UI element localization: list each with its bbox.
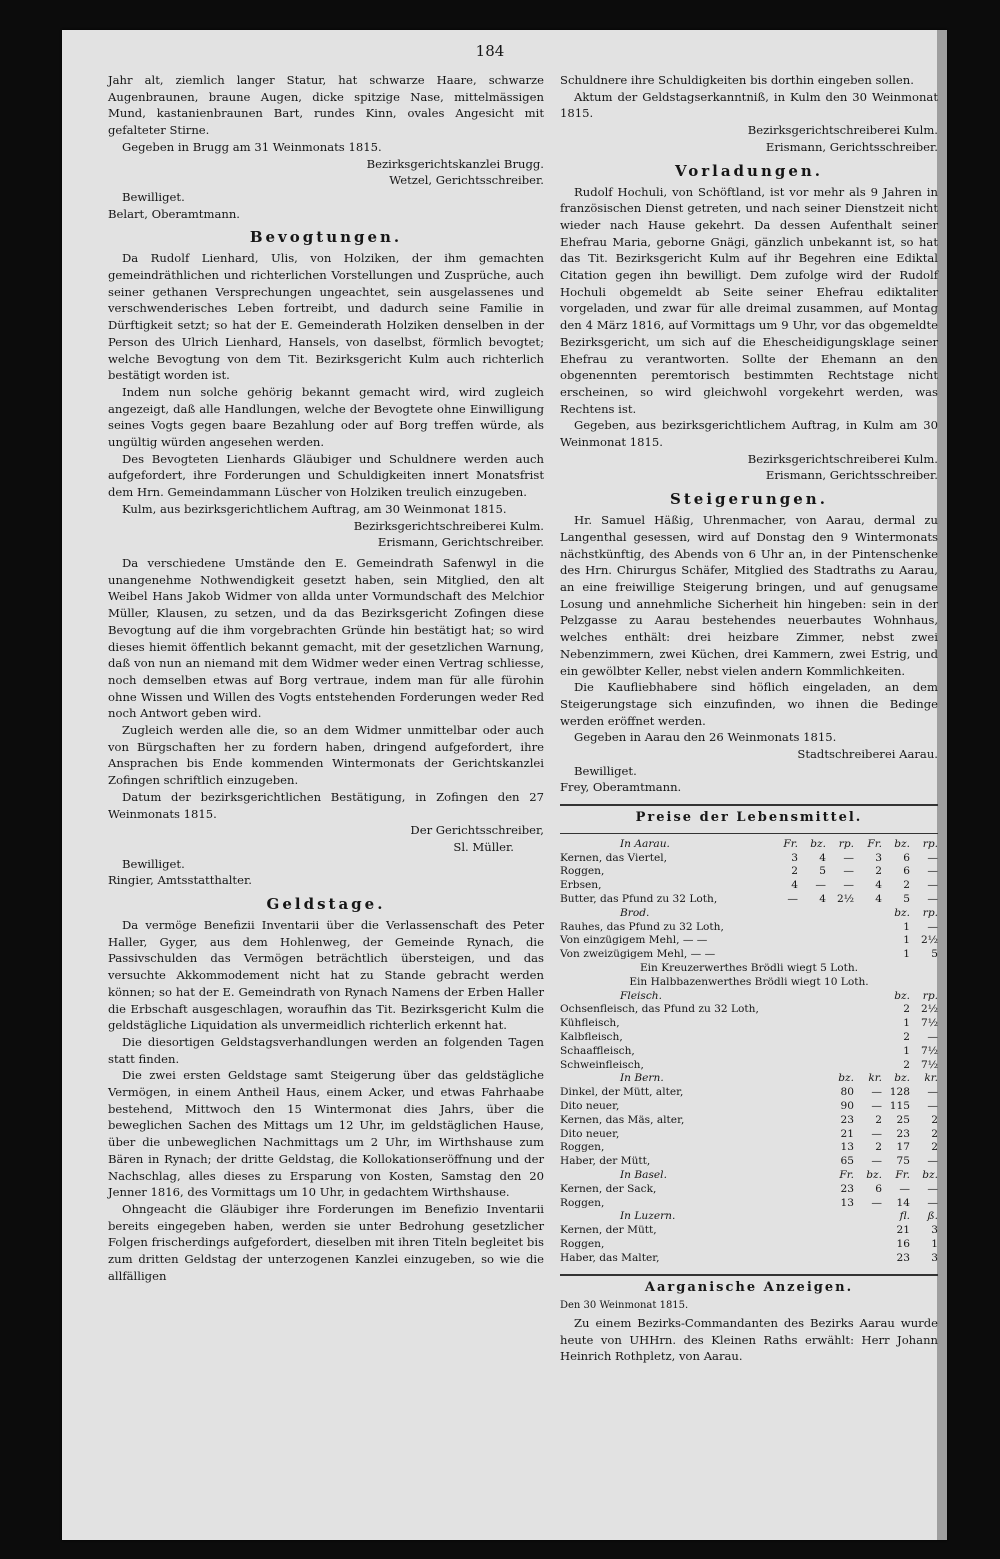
- price-value: 5: [931, 948, 938, 961]
- price-value: —: [927, 1030, 938, 1043]
- price-row: [560, 1252, 938, 1266]
- price-row: [560, 1114, 938, 1128]
- left-column: [108, 72, 544, 1285]
- price-value: —: [899, 1182, 910, 1195]
- price-row: [560, 852, 938, 866]
- article-paragraph: Des Bevogteten Lienhards Gläubiger und Schuldnere werden auch aufgefordert, ihre Forderungen und Schuldigkeiten innert Monatsfrist dem Hrn. Gemeindammann Lüscher von Holziken treulich einzugeben.: [108, 451, 544, 500]
- price-value: 23: [840, 1182, 854, 1195]
- price-value: kr.: [924, 1072, 938, 1085]
- price-value: 128: [889, 1086, 910, 1099]
- price-value: —: [843, 879, 854, 892]
- brod-note: Ein Kreuzerwerthes Brödli wiegt 5 Loth.: [639, 962, 859, 974]
- price-item: Roggen,: [560, 865, 605, 878]
- price-value: kr.: [868, 1072, 882, 1085]
- price-value: 23: [896, 1127, 910, 1140]
- price-value: 3: [931, 1224, 938, 1237]
- price-item: Fleisch.: [620, 989, 662, 1002]
- price-item: Von einzügigem Mehl, — —: [560, 934, 708, 947]
- approval-by: Frey, Oberamtmann.: [560, 780, 682, 795]
- price-value: Fr.: [839, 1168, 854, 1181]
- price-value: 2: [931, 1113, 938, 1126]
- signature: Bezirksgerichtschreiberei Kulm.: [353, 518, 544, 533]
- article-paragraph: Da verschiedene Umstände den E. Gemeindrath Safenwyl in die unangenehme Nothwendigkeit gesetzt haben, sein Mitglied, den alt Weibel Hans Jakob Widmer von allda unter Vormundschaft des Melchior Müller, Klausen, zu setzen, und da das Bezirksgericht Zofingen diese Bevogtung auf die ihm vorgebrachten Gründe hin bestätigt hat; so wird dieses hiemit öffentlich bekannt gemacht, mit der gesetzlichen Warnung, daß von nun an niemand mit dem Widmer weder einen Vertrag schliesse, noch demselben etwas auf Borg vertraue, indem man für alle fürohin ohne Wissen und Willen des Vogts entstehenden Forderungen weder Red noch Antwort geben wird.: [108, 555, 544, 721]
- price-value: bz.: [810, 837, 826, 850]
- price-value: 14: [896, 1196, 910, 1209]
- price-value: 6: [903, 865, 910, 878]
- price-value: —: [871, 1196, 882, 1209]
- price-row: [560, 948, 938, 962]
- article-paragraph: Die zwei ersten Geldstage samt Steigerung über das geldstägliche Vermögen, in einem Antheil Haus, einem Acker, und etwas Fahrhaabe bestehend, Mittwoch den 15 Wintermonat dies Jahrs, über die beweglichen Sachen des Mittags um 12 Uhr, im geldstäglichen Hause, über die unbeweglichen Nachmittags um 2 Uhr, im Wirthshause zum Bären in Rynach; der dritte Geldstag, die Kollokationseröffnung und der Nachschlag, alles dieses zu Ersparung von Kosten, Samstag den 20 Jenner 1816, des Vormittags um 10 Uhr, in gedachtem Wirthshause.: [108, 1068, 544, 1200]
- price-header-row: [560, 990, 938, 1004]
- price-value: bz.: [894, 989, 910, 1002]
- price-value: 1: [903, 934, 910, 947]
- price-header-row: [560, 1072, 938, 1086]
- price-value: 2: [791, 865, 798, 878]
- price-value: Fr.: [783, 837, 798, 850]
- price-value: 65: [840, 1155, 854, 1168]
- right-column: [560, 72, 938, 1365]
- aarau-rows: [560, 852, 938, 907]
- price-value: 3: [931, 1251, 938, 1264]
- price-header-row: [560, 1169, 938, 1183]
- price-value: —: [927, 1155, 938, 1168]
- price-value: 90: [840, 1099, 854, 1112]
- price-value: 3: [875, 851, 882, 864]
- article-paragraph: Rudolf Hochuli, von Schöftland, ist vor mehr als 9 Jahren in französischen Dienst getreten, und nach seiner Dienstzeit nicht wieder nach Hause gekehrt. Da dessen Aufenthalt seiner Ehefrau Maria, geborne Gnägi, gänzlich unbekannt ist, so hat das Tit. Bezirksgericht Kulm auf ihr Begehren eine Ediktal Citation gegen ihn bewilligt. Dem zufolge wird der Rudolf Hochuli obgemeldt ab Seite seiner Ehefrau ediktaliter vorgeladen, und zwar für alle dreimal zusammen, auf Montag den 4 März 1816, auf Vormittags um 9 Uhr, vor das obgemeldte Bezirksgericht, um sich auf die Ehescheidigungsklage seiner Ehefrau zu verantworten. Sollte der Ehemann an den obgenennten peremtorisch bestimmten Rechtstage nicht erscheinen, so wird gleichwohl vorgekehrt werden, was Rechtens ist.: [560, 184, 938, 416]
- price-item: Dito neuer,: [560, 1099, 620, 1112]
- prices-luzern-table: [560, 1210, 938, 1265]
- price-value: 17: [896, 1141, 910, 1154]
- price-row: [560, 1197, 938, 1211]
- price-row: [560, 1031, 938, 1045]
- price-item: Kernen, das Viertel,: [560, 851, 667, 864]
- price-item: Schaaffleisch,: [560, 1044, 635, 1057]
- price-item: Kernen, der Mütt,: [560, 1224, 657, 1237]
- price-row: [560, 1238, 938, 1252]
- article-paragraph: Die Kaufliebhabere sind höflich eingeladen, an dem Steigerungstage sich einzufinden, wo ihnen die Bedinge werden eröffnet werden.: [560, 680, 938, 728]
- price-row: [560, 1003, 938, 1017]
- price-item: Kalbfleisch,: [560, 1030, 623, 1043]
- price-value: —: [871, 1155, 882, 1168]
- price-value: —: [927, 893, 938, 906]
- price-item: Ochsenfleisch, das Pfund zu 32 Loth,: [560, 1003, 759, 1016]
- price-value: bz.: [838, 1072, 854, 1085]
- price-row: [560, 1183, 938, 1197]
- aarau-head: [560, 838, 938, 852]
- price-value: ß.: [927, 1210, 938, 1223]
- price-value: —: [787, 893, 798, 906]
- price-value: 16: [896, 1237, 910, 1250]
- price-value: 2½: [836, 893, 854, 906]
- price-value: —: [843, 865, 854, 878]
- price-value: —: [871, 1099, 882, 1112]
- price-item: Roggen,: [560, 1196, 605, 1209]
- signature: Bezirksgerichtschreiberei Kulm.: [747, 123, 938, 138]
- price-value: 2: [875, 1141, 882, 1154]
- prices-basel-table: [560, 1169, 938, 1210]
- article-paragraph: Da Rudolf Lienhard, Ulis, von Holziken, der ihm gemachten gemeindräthlichen und richterlichen Vorstellungen und Zusprüche, auch seiner gethanen Versprechungen ungeachtet, sein ausgelassenes und verschwenderisches Leben fortreibt, und dadurch seine Familie in Dürftigkeit setzt; so hat der E. Gemeinderath Holziken denselben in der Person des Ulrich Lienhard, Hansels, von daselbst, förmlich bevogtet; welche Bevogtung von dem Tit. Bezirksgericht Kulm auch richterlich bestätigt worden ist.: [108, 251, 544, 383]
- price-value: —: [927, 1086, 938, 1099]
- price-row: [560, 893, 938, 907]
- approval: Bewilliget.: [574, 763, 637, 778]
- price-value: rp.: [922, 989, 938, 1002]
- price-value: 21: [840, 1127, 854, 1140]
- price-item: Roggen,: [560, 1141, 605, 1154]
- approval: Bewilliget.: [122, 189, 185, 204]
- article-paragraph: Die diesortigen Geldstagsverhandlungen werden an folgenden Tagen statt finden.: [108, 1034, 544, 1066]
- prices-bern-table: [560, 1072, 938, 1169]
- price-value: 5: [903, 893, 910, 906]
- price-value: 23: [896, 1251, 910, 1264]
- price-item: Butter, das Pfund zu 32 Loth,: [560, 893, 718, 906]
- price-row: [560, 921, 938, 935]
- price-row: [560, 1155, 938, 1169]
- signature: Sl. Müller.: [453, 839, 514, 854]
- price-header-row: [560, 907, 938, 921]
- article-paragraph: Kulm, aus bezirksgerichtlichem Auftrag, am 30 Weinmonat 1815.: [122, 501, 507, 516]
- price-value: 2: [903, 1030, 910, 1043]
- price-value: 7½: [920, 1017, 938, 1030]
- price-value: 2: [931, 1141, 938, 1154]
- price-value: 13: [840, 1141, 854, 1154]
- price-value: 2½: [920, 934, 938, 947]
- price-value: —: [927, 1099, 938, 1112]
- price-value: 4: [791, 879, 798, 892]
- signature: Wetzel, Gerichtsschreiber.: [389, 173, 544, 188]
- signature: Erismann, Gerichtschreiber.: [377, 535, 544, 550]
- signature: Bezirksgerichtschreiberei Kulm.: [747, 451, 938, 466]
- price-value: rp.: [922, 906, 938, 919]
- signature: Erismann, Gerichtsschreiber.: [765, 468, 938, 483]
- price-value: 6: [903, 851, 910, 864]
- price-value: 2: [903, 879, 910, 892]
- price-item: In Basel.: [620, 1168, 667, 1181]
- price-value: 2: [903, 1003, 910, 1016]
- price-row: [560, 879, 938, 893]
- section-heading-steigerungen: Steigerungen.: [670, 490, 828, 509]
- article-paragraph: Hr. Samuel Häßig, Uhrenmacher, von Aarau, dermal zu Langenthal gesessen, wird auf Donstag den 9 Wintermonats nächstkünftig, des Abends von 6 Uhr an, in der Pintenschenke des Hrn. Chirurgus Schäfer, Mitglied des Stadtraths zu Aarau, an eine freiwillige Steigerung bringen, und auf genugsame Losung und annehmliche Sicherheit hin hingeben: sein in der Pelzgasse zu Aarau bestehendes neuerbautes Wohnhaus, welches enthält: drei heizbare Zimmer, nebst zwei Nebenzimmern, zwei Küchen, drei Kammern, zwei Estrig, und ein gewölbter Keller, nebst vielen andern Kommlichkeiten.: [560, 513, 938, 678]
- price-item: Dito neuer,: [560, 1127, 620, 1140]
- article-paragraph: Zugleich werden alle die, so an dem Widmer unmittelbar oder auch von Bürgschaften her zu fordern haben, dringend aufgefordert, ihre Ansprachen bis Ende kommenden Wintermonats der Gerichtskanzlei Zofingen schriftlich einzugeben.: [108, 723, 544, 788]
- price-value: 115: [889, 1099, 910, 1112]
- article-paragraph: Indem nun solche gehörig bekannt gemacht wird, wird zugleich angezeigt, daß alle Handlungen, welche der Bevogtete ohne Einwilligung seines Vogts gegen baare Bezahlung oder auf Borg treffen würde, als ungültig würden angesehen werden.: [108, 384, 544, 450]
- article-paragraph: Aktum der Geldstagserkanntniß, in Kulm den 30 Weinmonat 1815.: [560, 89, 938, 121]
- price-value: 13: [840, 1196, 854, 1209]
- price-value: 2: [875, 865, 882, 878]
- price-item: Kernen, das Mäs, alter,: [560, 1113, 685, 1126]
- price-value: 6: [875, 1182, 882, 1195]
- price-item: Haber, der Mütt,: [560, 1155, 651, 1168]
- price-value: bz.: [894, 1072, 910, 1085]
- prices-brod-table: [560, 907, 938, 962]
- price-item: Erbsen,: [560, 879, 602, 892]
- signature: Der Gerichtsschreiber,: [410, 823, 544, 838]
- price-value: 4: [875, 893, 882, 906]
- price-row: [560, 1059, 938, 1073]
- price-value: 7½: [920, 1058, 938, 1071]
- section-heading-vorladungen: Vorladungen.: [674, 161, 824, 180]
- price-value: bz.: [894, 837, 910, 850]
- price-item: Kühfleisch,: [560, 1017, 620, 1030]
- price-value: 21: [896, 1224, 910, 1237]
- price-value: —: [927, 920, 938, 933]
- section-divider: [560, 1274, 938, 1276]
- price-item: Von zweizügigem Mehl, — —: [560, 948, 716, 961]
- price-value: 2: [931, 1127, 938, 1140]
- price-value: bz.: [866, 1168, 882, 1181]
- section-divider: [560, 833, 938, 834]
- price-row: [560, 1017, 938, 1031]
- page-number: 184: [475, 42, 505, 60]
- price-value: —: [927, 1196, 938, 1209]
- anzeigen-date: Den 30 Weinmonat 1815.: [560, 1300, 689, 1312]
- price-item: Kernen, der Sack,: [560, 1182, 657, 1195]
- price-row: [560, 1128, 938, 1142]
- price-value: 2: [875, 1113, 882, 1126]
- price-value: Fr.: [895, 1168, 910, 1181]
- price-value: —: [871, 1086, 882, 1099]
- price-value: 1: [903, 920, 910, 933]
- approval-by: Ringier, Amtsstatthalter.: [108, 873, 252, 888]
- price-value: —: [927, 1182, 938, 1195]
- anzeigen-heading: Aarganische Anzeigen.: [644, 1279, 854, 1295]
- price-item: In Bern.: [620, 1072, 664, 1085]
- price-value: —: [927, 865, 938, 878]
- price-value: bz.: [894, 906, 910, 919]
- price-value: —: [815, 879, 826, 892]
- price-item: In Luzern.: [620, 1210, 676, 1223]
- price-value: —: [843, 851, 854, 864]
- price-value: rp.: [922, 837, 938, 850]
- prices-fleisch-table: [560, 990, 938, 1073]
- price-value: —: [871, 1127, 882, 1140]
- price-row: [560, 865, 938, 879]
- article-paragraph: Gegeben, aus bezirksgerichtlichem Auftrag, in Kulm am 30 Weinmonat 1815.: [560, 418, 938, 450]
- price-value: 3: [791, 851, 798, 864]
- intro-paragraph: Jahr alt, ziemlich langer Statur, hat schwarze Haare, schwarze Augenbraunen, braune Augen, dicke spitzige Nase, mittelmässigen Mund, kastanienbraunen Bart, rundes Kinn, ovales Angesicht mit gefalteter Stirne.: [108, 73, 544, 138]
- price-value: 1: [931, 1237, 938, 1250]
- page-edge: [937, 30, 947, 1540]
- signature: Bezirksgerichtskanzlei Brugg.: [366, 156, 544, 171]
- price-header-row: [560, 1210, 938, 1224]
- signature: Erismann, Gerichtsschreiber.: [765, 139, 938, 154]
- price-item: Schweinfleisch,: [560, 1058, 644, 1071]
- price-row: [560, 1045, 938, 1059]
- approval-by: Belart, Oberamtmann.: [108, 206, 240, 221]
- article-paragraph: Da vermöge Benefizii Inventarii über die Verlassenschaft des Peter Haller, Gyger, aus dem Hohlenweg, der Gemeinde Rynach, die Passivschulden das Vermögen beträchtlich übersteigen, und das versuchte Akkommodement nicht hat zu Stande gebracht werden können; so hat der E. Gemeindrath von Rynach Namens der Erben Haller die Erbschaft ausgeschlagen, woraufhin das Tit. Bezirksgericht Kulm die geldstägliche Liquidation als unvermeidlich richterlich erkennt hat.: [108, 918, 544, 1033]
- section-heading-bevogtungen: Bevogtungen.: [249, 228, 403, 247]
- price-value: 75: [896, 1155, 910, 1168]
- price-item: In Aarau.: [620, 837, 670, 850]
- price-value: Fr.: [867, 837, 882, 850]
- price-row: [560, 1086, 938, 1100]
- price-item: Roggen,: [560, 1237, 605, 1250]
- price-value: 25: [896, 1113, 910, 1126]
- prices-aarau-table: [560, 838, 938, 907]
- article-paragraph: Ohngeacht die Gläubiger ihre Forderungen im Benefizio Inventarii bereits eingegeben haben, werden sie unter Bedrohung gesetzlicher Folgen frischerdings aufgefordert, dieselben mit ihren Titeln begleitet bis zum dritten Geldstag der unterzogenen Kanzlei einzugeben, so wie die allfälligen: [108, 1202, 544, 1283]
- price-item: Haber, das Malter,: [560, 1251, 660, 1264]
- price-value: —: [927, 851, 938, 864]
- date-line: Gegeben in Brugg am 31 Weinmonats 1815.: [122, 139, 382, 154]
- price-value: rp.: [838, 837, 854, 850]
- signature: Stadtschreiberei Aarau.: [797, 747, 938, 762]
- price-value: bz.: [922, 1168, 938, 1181]
- price-value: 5: [819, 865, 826, 878]
- price-value: fl.: [899, 1210, 910, 1223]
- price-value: —: [927, 879, 938, 892]
- section-divider: [560, 804, 938, 806]
- price-value: 1: [903, 948, 910, 961]
- price-row: [560, 1141, 938, 1155]
- price-header-row: [560, 838, 938, 852]
- price-value: 1: [903, 1017, 910, 1030]
- price-value: 7½: [920, 1044, 938, 1057]
- price-value: 4: [875, 879, 882, 892]
- price-value: 2½: [920, 1003, 938, 1016]
- price-item: Brod.: [620, 906, 650, 919]
- price-item: Rauhes, das Pfund zu 32 Loth,: [560, 920, 724, 933]
- price-value: 2: [903, 1058, 910, 1071]
- prices-title: Preise der Lebensmittel.: [635, 810, 863, 826]
- intro-paragraph: Schuldnere ihre Schuldigkeiten bis dorthin eingeben sollen.: [560, 73, 914, 87]
- article-paragraph: Gegeben in Aarau den 26 Weinmonats 1815.: [574, 730, 837, 745]
- article-paragraph: Datum der bezirksgerichtlichen Bestätigung, in Zofingen den 27 Weinmonats 1815.: [108, 789, 544, 821]
- anzeigen-text: Zu einem Bezirks-Commandanten des Bezirks Aarau wurde heute von UHHrn. des Kleinen Raths erwählt: Herr Johann Heinrich Rothpletz, von Aarau.: [560, 1315, 938, 1364]
- price-row: [560, 1100, 938, 1114]
- section-heading-geldstage: Geldstage.: [266, 895, 386, 914]
- approval: Bewilliget.: [122, 856, 185, 871]
- price-value: 4: [819, 893, 826, 906]
- price-row: [560, 1224, 938, 1238]
- price-value: 1: [903, 1044, 910, 1057]
- price-value: 23: [840, 1113, 854, 1126]
- price-item: Dinkel, der Mütt, alter,: [560, 1086, 684, 1099]
- price-value: 4: [819, 851, 826, 864]
- brod-note: Ein Halbbazenwerthes Brödli wiegt 10 Loth.: [629, 975, 869, 988]
- price-row: [560, 934, 938, 948]
- price-value: 80: [840, 1086, 854, 1099]
